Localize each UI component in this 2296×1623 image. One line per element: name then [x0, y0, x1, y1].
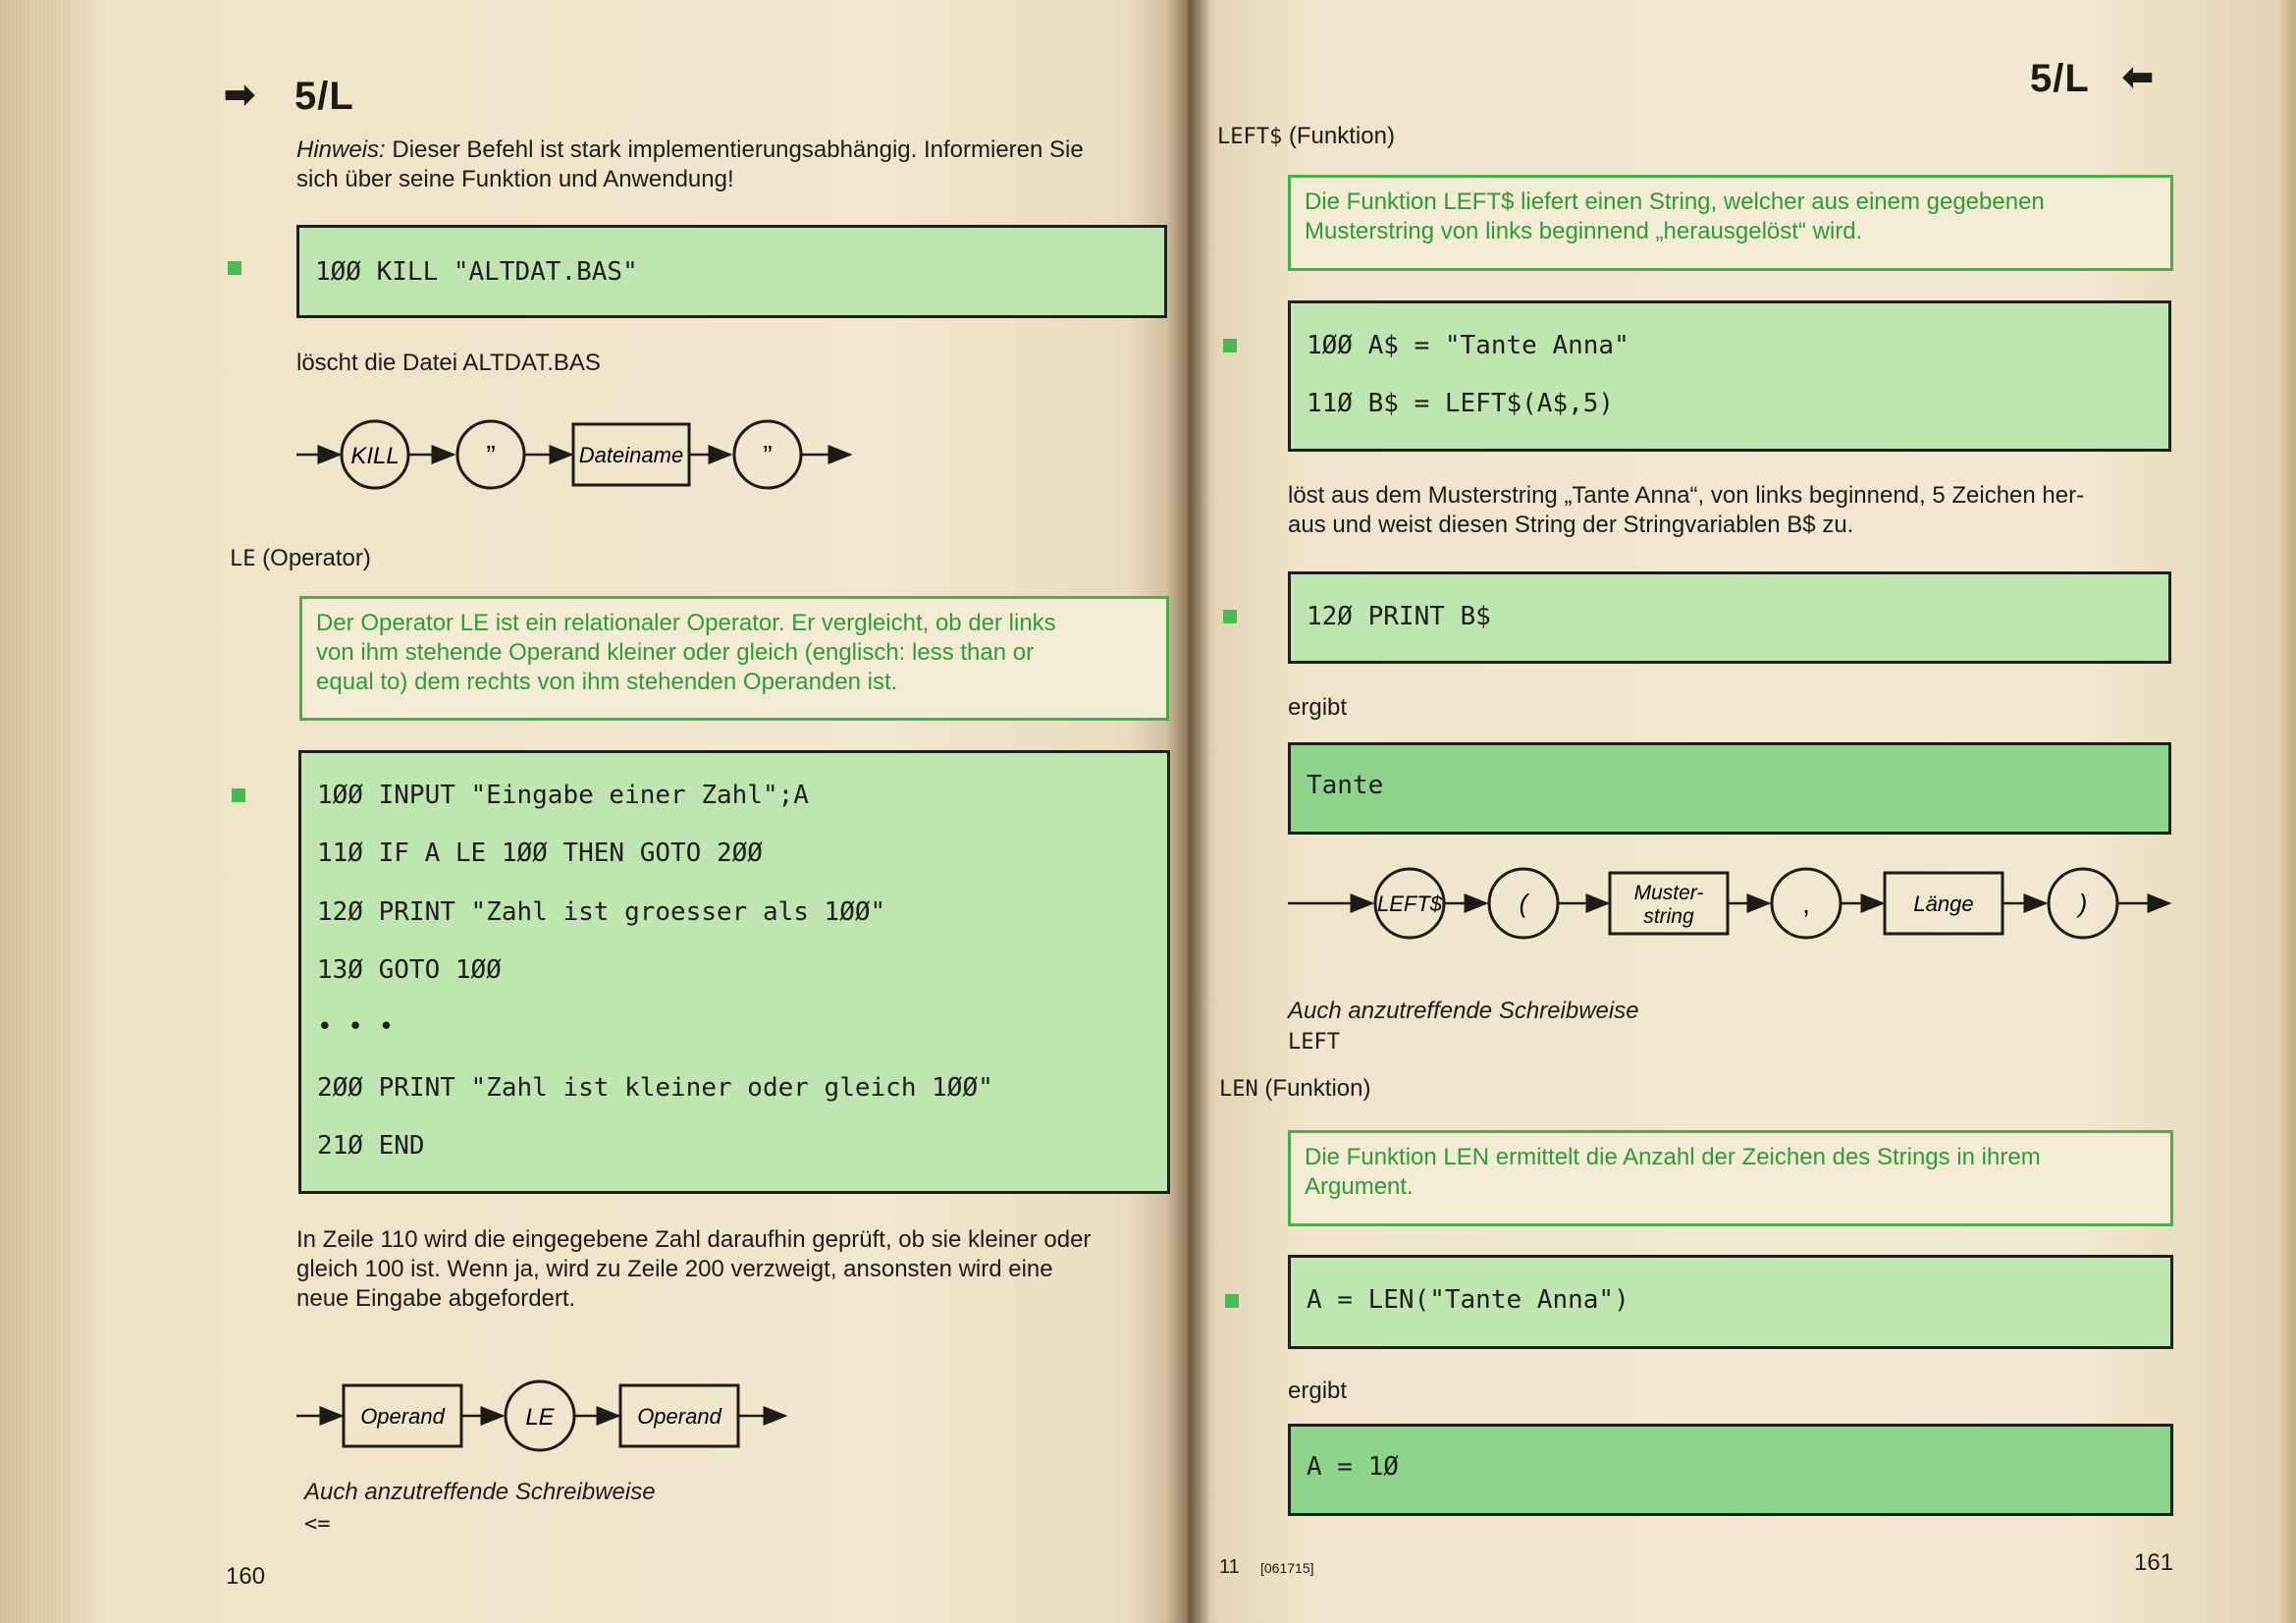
page-edge: [0, 0, 69, 1623]
def-line: von ihm stehende Operand kleiner oder gleich (englisch: less than or: [316, 639, 1035, 666]
left-explanation: [1288, 481, 2181, 540]
result-box: [1288, 742, 2171, 835]
left-heading: [1217, 122, 1395, 152]
arrow-right-icon: ➡: [224, 75, 255, 116]
len-keyword: LEN: [1219, 1077, 1258, 1102]
section-title: 5/L: [2030, 57, 2090, 100]
musterstring-label: Muster-: [1633, 882, 1704, 904]
code-line: 2ØØ PRINT "Zahl ist kleiner oder gleich 1ØØ": [317, 1073, 993, 1103]
alt-notation-caption: Auch anzutreffende Schreibweise: [1288, 998, 1639, 1024]
comma-label: ,: [1802, 889, 1810, 919]
paren-close-label: ): [2078, 889, 2088, 918]
hint-line2: sich über seine Funktion und Anwendung!: [296, 166, 734, 192]
dateiname-label: Dateiname: [578, 443, 684, 467]
operand-label: Operand: [360, 1404, 445, 1429]
code-line: 11Ø IF A LE 1ØØ THEN GOTO 2ØØ: [317, 839, 763, 868]
len-type: (Funktion): [1264, 1075, 1371, 1102]
quote-label: ”: [486, 440, 496, 470]
code-line: 13Ø GOTO 1ØØ: [317, 955, 502, 985]
def-line: Der Operator LE ist ein relationaler Operator. Er vergleicht, ob der links: [316, 610, 1056, 636]
code-line: 12Ø PRINT B$: [1307, 602, 1491, 631]
code-line: 11Ø B$ = LEFT$(A$,5): [1307, 389, 1615, 418]
len-heading: [1219, 1074, 1370, 1105]
code-line: 1ØØ KILL "ALTDAT.BAS": [315, 257, 638, 287]
explain-line: neue Eingabe abgefordert.: [296, 1285, 576, 1312]
arrow-left-icon: ⬅: [2122, 57, 2154, 98]
sheet-number: 11: [1219, 1556, 1240, 1578]
le-label: LE: [525, 1404, 555, 1431]
code-line: 1ØØ INPUT "Eingabe einer Zahl";A: [317, 781, 809, 810]
right-page: [1188, 0, 2296, 1623]
page-number: 160: [226, 1563, 266, 1590]
left-definition-box: [1288, 175, 2173, 271]
result-box: [1288, 1424, 2173, 1516]
alt-notation-caption: Auch anzutreffende Schreibweise: [304, 1479, 656, 1505]
code-line: 21Ø END: [317, 1131, 425, 1161]
le-type: (Operator): [262, 545, 371, 571]
def-line: Argument.: [1305, 1173, 1414, 1200]
print-code-box: [1288, 571, 2171, 664]
ergibt-label: ergibt: [1288, 1378, 1348, 1404]
kill-caption: löscht die Datei ALTDAT.BAS: [296, 350, 601, 376]
code-line: A = LEN("Tante Anna"): [1307, 1285, 1629, 1315]
def-line: Musterstring von links beginnend „herausgelöst“ wird.: [1305, 218, 1863, 244]
page-number: 161: [2134, 1549, 2174, 1576]
le-explanation: [296, 1225, 1180, 1314]
hint-text: [296, 135, 1180, 194]
explain-line: In Zeile 110 wird die eingegebene Zahl daraufhin geprüft, ob sie kleiner oder: [296, 1226, 1092, 1253]
explain-line: aus und weist diesen String der Stringvariablen B$ zu.: [1288, 512, 1854, 538]
explain-line: löst aus dem Musterstring „Tante Anna“, von links beginnend, 5 Zeichen her-: [1288, 482, 2085, 509]
code-line: 12Ø PRINT "Zahl ist groesser als 1ØØ": [317, 897, 886, 927]
bullet-icon: [1225, 1294, 1239, 1308]
hint-line1: Dieser Befehl ist stark implementierungsabhängig. Informieren Sie: [385, 136, 1084, 163]
le-heading: [230, 544, 371, 574]
bullet-icon: [1223, 339, 1237, 352]
result-text: A = 1Ø: [1307, 1452, 1399, 1482]
section-title: 5/L: [294, 75, 354, 118]
le-syntax-diagram: [294, 1380, 795, 1458]
quote-label: ”: [763, 440, 773, 470]
len-definition-box: [1288, 1130, 2173, 1226]
len-code-box: [1288, 1255, 2173, 1349]
le-keyword: LE: [230, 547, 256, 571]
le-definition-box: [299, 596, 1169, 721]
explain-line: gleich 100 ist. Wenn ja, wird zu Zeile 200 verzweigt, ansonsten wird eine: [296, 1256, 1053, 1282]
def-line: equal to) dem rechts von ihm stehenden Operanden ist.: [316, 669, 898, 695]
kill-code-box: [296, 225, 1167, 318]
laenge-label: Länge: [1913, 892, 1974, 916]
bullet-icon: [232, 788, 245, 802]
operand-label: Operand: [637, 1404, 721, 1429]
le-code-box: [298, 750, 1170, 1194]
left-label: LEFT$: [1376, 892, 1443, 916]
book-gutter: [1166, 0, 1209, 1623]
bullet-icon: [228, 261, 241, 275]
code-line: 1ØØ A$ = "Tante Anna": [1307, 331, 1629, 360]
left-type: (Funktion): [1288, 123, 1395, 149]
left-syntax-diagram: [1286, 866, 2189, 948]
code-ellipsis: • • •: [317, 1012, 395, 1042]
alt-notation-value: LEFT: [1288, 1030, 1340, 1055]
print-code: [061715]: [1260, 1560, 1314, 1576]
left-keyword: LEFT$: [1217, 125, 1283, 149]
alt-notation-value: <=: [304, 1512, 331, 1537]
kill-label: KILL: [350, 443, 400, 469]
musterstring-label: string: [1643, 905, 1694, 928]
ergibt-label: ergibt: [1288, 694, 1348, 721]
kill-syntax-diagram: [294, 417, 864, 496]
def-line: Die Funktion LEFT$ liefert einen String, welcher aus einem gegebenen: [1305, 189, 2045, 215]
def-line: Die Funktion LEN ermittelt die Anzahl der Zeichen des Strings in ihrem: [1305, 1144, 2041, 1170]
paren-open-label: (: [1519, 889, 1528, 918]
bullet-icon: [1223, 610, 1237, 623]
result-text: Tante: [1307, 771, 1384, 800]
hint-label: Hinweis:: [296, 136, 386, 163]
left-code-box: [1288, 300, 2171, 452]
